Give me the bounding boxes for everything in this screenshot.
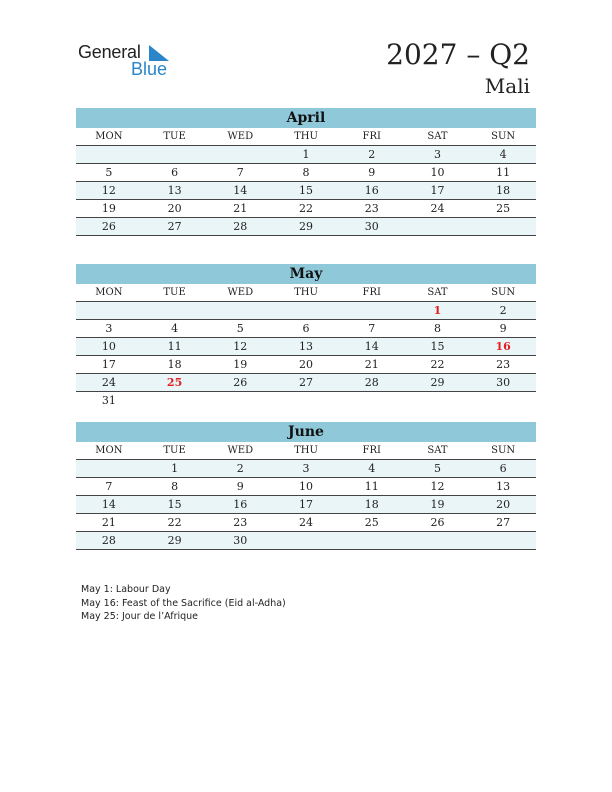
day-cell: 7 — [236, 166, 244, 179]
day-cell: 3 — [302, 462, 310, 475]
week-row — [76, 164, 536, 182]
day-cell: 24 — [430, 202, 445, 215]
week-row — [76, 532, 536, 550]
weekday-label: TUE — [163, 131, 186, 142]
day-cell: 1 — [302, 148, 310, 161]
day-cell: 5 — [433, 462, 441, 475]
day-cell: 17 — [299, 498, 314, 511]
day-cell: 27 — [167, 220, 182, 233]
day-cell: 10 — [299, 480, 314, 493]
day-cell — [142, 146, 208, 163]
day-cell: 29 — [299, 220, 314, 233]
day-cell: 8 — [302, 166, 310, 179]
weekday-label: MON — [95, 131, 123, 142]
day-cell: 26 — [233, 376, 248, 389]
day-cell: 13 — [167, 184, 182, 197]
weekday-label: FRI — [362, 445, 381, 456]
day-cell: 15 — [299, 184, 314, 197]
day-cell: 9 — [236, 480, 244, 493]
day-cell — [207, 146, 273, 163]
day-cell: 6 — [302, 322, 310, 335]
weekday-label: THU — [294, 131, 318, 142]
day-cell — [339, 302, 405, 319]
day-cell: 20 — [496, 498, 511, 511]
holiday-notes — [81, 583, 286, 624]
day-cell: 8 — [171, 480, 179, 493]
week-row — [76, 514, 536, 532]
day-cell: 19 — [101, 202, 116, 215]
day-cell: 4 — [499, 148, 507, 161]
page-title: 2027 – Q2 — [386, 38, 530, 71]
day-cell: 11 — [364, 480, 379, 493]
day-cell: 18 — [496, 184, 511, 197]
weekday-label: THU — [294, 445, 318, 456]
logo-blue-text: Blue — [131, 59, 168, 79]
day-cell: 26 — [430, 516, 445, 529]
weekday-label: SUN — [491, 287, 516, 298]
day-cell: 29 — [430, 376, 445, 389]
day-cell: 27 — [299, 376, 314, 389]
day-cell — [76, 146, 142, 163]
week-row — [76, 496, 536, 514]
day-cell: 3 — [433, 148, 441, 161]
weeks-container — [76, 460, 536, 550]
weekday-label: SAT — [427, 287, 448, 298]
country-name: Mali — [484, 74, 530, 98]
weekday-label: FRI — [362, 287, 381, 298]
day-cell: 10 — [101, 340, 116, 353]
weekday-label: MON — [95, 287, 123, 298]
day-cell: 14 — [233, 184, 248, 197]
day-cell: 18 — [364, 498, 379, 511]
day-cell — [470, 392, 536, 409]
week-row — [76, 302, 536, 320]
day-cell: 30 — [364, 220, 379, 233]
day-cell: 8 — [433, 322, 441, 335]
weekday-header-row — [76, 284, 536, 302]
day-cell: 11 — [496, 166, 511, 179]
weekday-label: TUE — [163, 287, 186, 298]
week-row — [76, 320, 536, 338]
day-cell: 30 — [496, 376, 511, 389]
week-row — [76, 392, 536, 409]
day-cell: 16 — [495, 340, 511, 353]
week-row — [76, 338, 536, 356]
day-cell: 21 — [101, 516, 116, 529]
day-cell — [405, 392, 471, 409]
day-cell: 17 — [101, 358, 116, 371]
week-row — [76, 478, 536, 496]
day-cell: 9 — [499, 322, 507, 335]
day-cell: 20 — [299, 358, 314, 371]
day-cell: 25 — [166, 376, 183, 389]
day-cell: 20 — [167, 202, 182, 215]
weekday-label: WED — [227, 445, 254, 456]
day-cell — [273, 392, 339, 409]
month-title: May — [76, 264, 536, 284]
weekday-label: SUN — [491, 131, 516, 142]
day-cell — [207, 392, 273, 409]
week-row — [76, 182, 536, 200]
day-cell: 23 — [364, 202, 379, 215]
day-cell: 10 — [430, 166, 445, 179]
calendar-month-june — [76, 422, 536, 550]
day-cell: 26 — [101, 220, 116, 233]
logo-general-text: General — [78, 42, 141, 62]
day-cell — [339, 392, 405, 409]
day-cell: 21 — [364, 358, 379, 371]
month-title: June — [76, 422, 536, 442]
day-cell: 5 — [236, 322, 244, 335]
day-cell — [470, 218, 536, 235]
day-cell — [405, 218, 471, 235]
day-cell — [76, 460, 142, 477]
day-cell — [273, 302, 339, 319]
week-row — [76, 146, 536, 164]
calendar-month-april — [76, 108, 536, 236]
day-cell — [76, 302, 142, 319]
weeks-container — [76, 146, 536, 236]
day-cell: 7 — [105, 480, 113, 493]
day-cell: 14 — [101, 498, 116, 511]
day-cell: 19 — [233, 358, 248, 371]
day-cell: 2 — [499, 304, 507, 317]
weekday-label: WED — [227, 287, 254, 298]
weeks-container — [76, 302, 536, 409]
day-cell: 6 — [171, 166, 179, 179]
day-cell: 13 — [299, 340, 314, 353]
day-cell: 2 — [236, 462, 244, 475]
day-cell: 27 — [496, 516, 511, 529]
day-cell: 6 — [499, 462, 507, 475]
day-cell: 1 — [433, 304, 442, 317]
day-cell: 9 — [368, 166, 376, 179]
day-cell: 22 — [430, 358, 445, 371]
day-cell: 15 — [167, 498, 182, 511]
day-cell: 12 — [101, 184, 116, 197]
day-cell: 28 — [233, 220, 248, 233]
month-title: April — [76, 108, 536, 128]
day-cell — [142, 302, 208, 319]
weekday-label: MON — [95, 445, 123, 456]
day-cell: 15 — [430, 340, 445, 353]
calendar-month-may — [76, 264, 536, 409]
weekday-label: FRI — [362, 131, 381, 142]
day-cell: 7 — [368, 322, 376, 335]
week-row — [76, 356, 536, 374]
day-cell: 12 — [430, 480, 445, 493]
day-cell — [273, 532, 339, 549]
weekday-label: WED — [227, 131, 254, 142]
day-cell: 25 — [364, 516, 379, 529]
day-cell: 25 — [496, 202, 511, 215]
day-cell — [207, 302, 273, 319]
day-cell: 19 — [430, 498, 445, 511]
day-cell — [470, 532, 536, 549]
day-cell: 23 — [496, 358, 511, 371]
day-cell: 28 — [101, 534, 116, 547]
day-cell — [142, 392, 208, 409]
weekday-label: TUE — [163, 445, 186, 456]
day-cell: 11 — [167, 340, 182, 353]
day-cell: 30 — [233, 534, 248, 547]
day-cell: 4 — [171, 322, 179, 335]
weekday-label: SAT — [427, 131, 448, 142]
holiday-note: May 16: Feast of the Sacrifice (Eid al-Adha) — [81, 597, 286, 609]
week-row — [76, 460, 536, 478]
weekday-header-row — [76, 128, 536, 146]
day-cell: 22 — [167, 516, 182, 529]
weekday-label: SUN — [491, 445, 516, 456]
weekday-label: THU — [294, 287, 318, 298]
day-cell: 21 — [233, 202, 248, 215]
day-cell — [339, 532, 405, 549]
day-cell: 22 — [299, 202, 314, 215]
day-cell: 18 — [167, 358, 182, 371]
day-cell: 24 — [101, 376, 116, 389]
holiday-note: May 1: Labour Day — [81, 584, 171, 595]
generalblue-logo — [78, 40, 178, 80]
day-cell: 16 — [364, 184, 379, 197]
week-row — [76, 200, 536, 218]
week-row — [76, 374, 536, 392]
day-cell: 14 — [364, 340, 379, 353]
day-cell: 17 — [430, 184, 445, 197]
day-cell: 2 — [368, 148, 376, 161]
day-cell: 5 — [105, 166, 113, 179]
day-cell: 16 — [233, 498, 248, 511]
day-cell: 1 — [171, 462, 179, 475]
day-cell: 28 — [364, 376, 379, 389]
day-cell: 29 — [167, 534, 182, 547]
week-row — [76, 218, 536, 236]
day-cell: 31 — [101, 394, 116, 407]
day-cell: 24 — [299, 516, 314, 529]
day-cell: 23 — [233, 516, 248, 529]
day-cell: 4 — [368, 462, 376, 475]
day-cell — [405, 532, 471, 549]
day-cell: 13 — [496, 480, 511, 493]
weekday-header-row — [76, 442, 536, 460]
holiday-note: May 25: Jour de l’Afrique — [81, 611, 199, 622]
day-cell: 12 — [233, 340, 248, 353]
weekday-label: SAT — [427, 445, 448, 456]
day-cell: 3 — [105, 322, 113, 335]
